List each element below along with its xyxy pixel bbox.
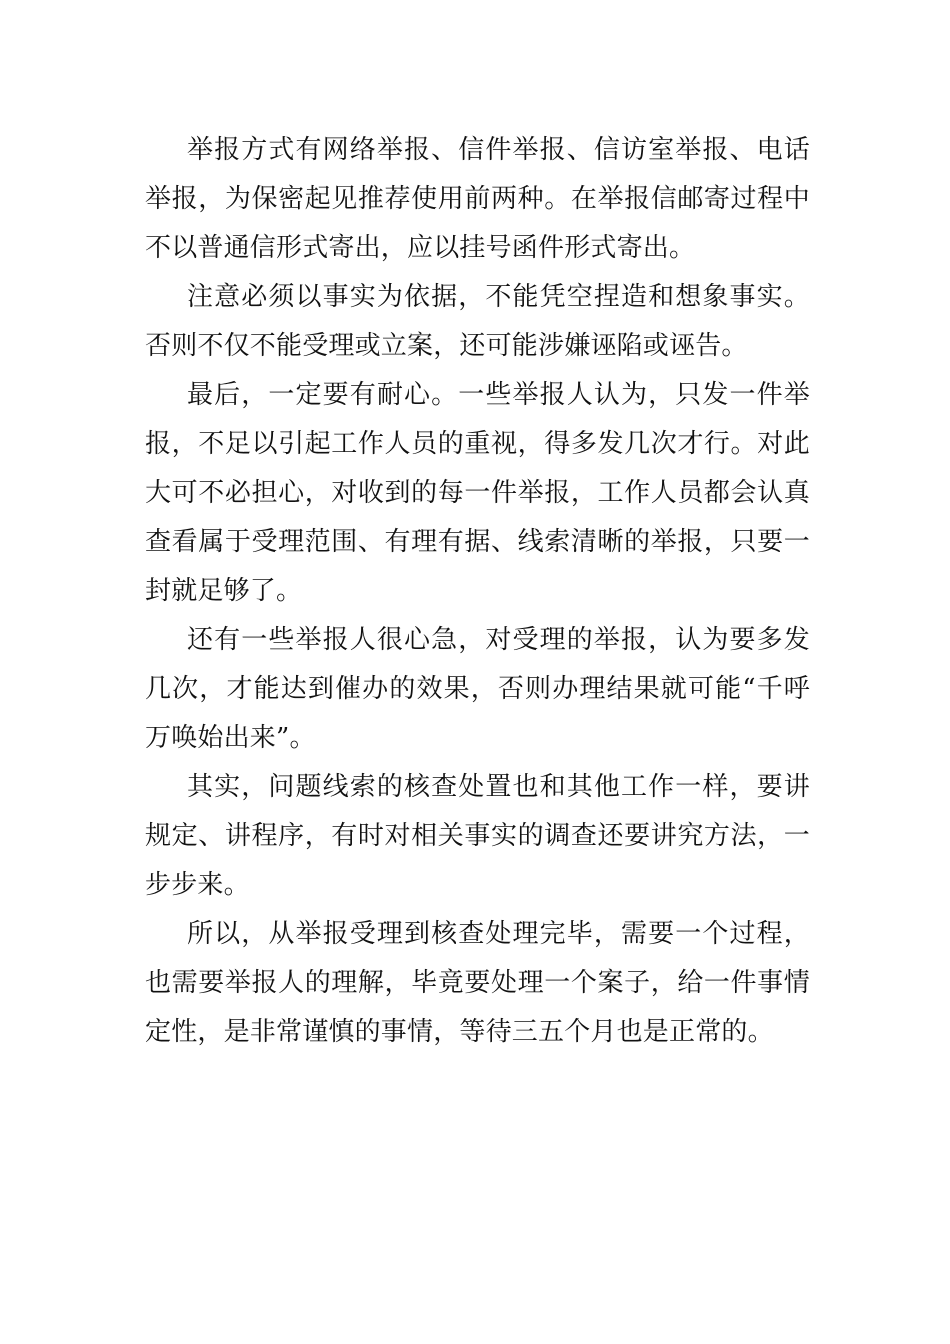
paragraph-patience: 最后，一定要有耐心。一些举报人认为，只发一件举报，不足以引起工作人员的重视，得多发几次才行。对此大可不必担心，对收到的每一件举报，工作人员都会认真查看属于受理范围、有理有据、线索清晰的举报，只要一封就足够了。 [145, 380, 810, 606]
document-body [145, 126, 810, 1057]
paragraph-verification-process: 其实，问题线索的核查处置也和其他工作一样，要讲规定、讲程序，有时对相关事实的调查还要讲究方法，一步步来。 [145, 772, 810, 900]
paragraph-conclusion: 所以，从举报受理到核查处理完毕，需要一个过程，也需要举报人的理解，毕竟要处理一个案子，给一件事情定性，是非常谨慎的事情，等待三五个月也是正常的。 [145, 919, 810, 1047]
paragraph-anxious-reporters: 还有一些举报人很心急，对受理的举报，认为要多发几次，才能达到催办的效果，否则办理结果就可能“千呼万唤始出来”。 [145, 625, 810, 753]
paragraph-facts-basis: 注意必须以事实为依据，不能凭空捏造和想象事实。否则不仅不能受理或立案，还可能涉嫌诬陷或诬告。 [145, 282, 810, 361]
paragraph-reporting-methods: 举报方式有网络举报、信件举报、信访室举报、电话举报，为保密起见推荐使用前两种。在举报信邮寄过程中不以普通信形式寄出，应以挂号函件形式寄出。 [145, 135, 810, 263]
